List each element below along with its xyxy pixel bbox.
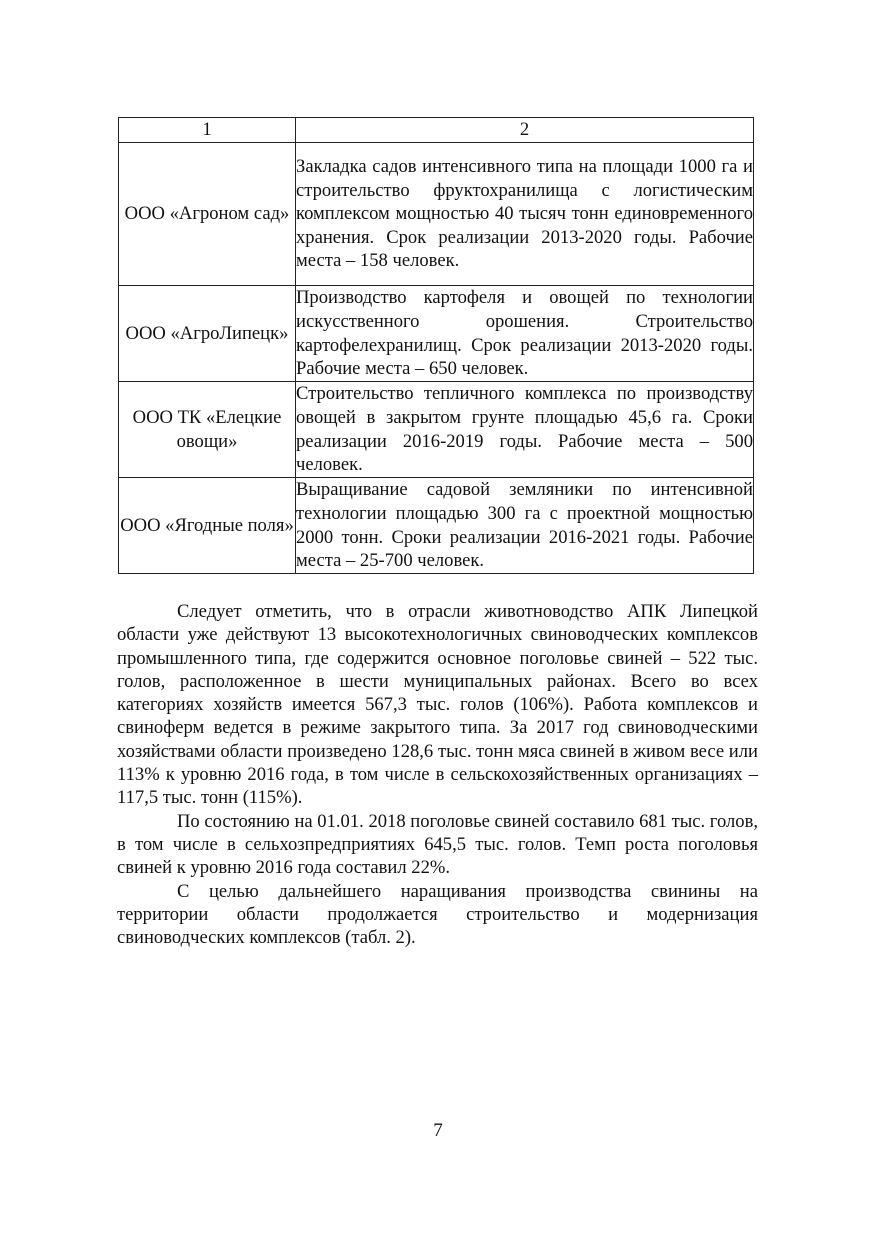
paragraph: С целью дальнейшего наращивания производства свинины на территории области продолжается строительство и модернизация свиноводческих комплексов (табл. 2).	[117, 880, 758, 949]
org-cell: ООО ТК «Елецкие овощи»	[119, 382, 296, 478]
description-cell: Строительство тепличного комплекса по производству овощей в закрытом грунте площадью 45,6 га. Сроки реализации 2016-2019 годы. Рабочие места – 500 человек.	[296, 382, 754, 478]
body-text	[117, 600, 758, 949]
paragraph: По состоянию на 01.01. 2018 поголовье свиней составило 681 тыс. голов, в том числе в сельхозпредприятиях 645,5 тыс. голов. Темп роста поголовья свиней к уровню 2016 года составил 22%.	[117, 810, 759, 879]
table-row	[119, 143, 754, 286]
projects-table	[118, 117, 754, 574]
description-cell: Производство картофеля и овощей по технологии искусственного орошения. Строительство картофелехранилищ. Срок реализации 2013-2020 годы. Рабочие места – 650 человек.	[296, 286, 754, 382]
org-cell: ООО «АгроЛипецк»	[119, 286, 296, 382]
paragraph: Следует отметить, что в отрасли животноводство АПК Липецкой области уже действуют 13 высокотехнологичных свиноводческих комплексов промышленного типа, где содержится основное поголовье свиней – 522 тыс. голов, расположенное в шести муниципальных районах. Всего во всех категориях хозяйств имеется 567,3 тыс. голов (106%). Работа комплексов и свиноферм ведется в режиме закрытого типа. За 2017 год свиноводческими хозяйствами области произведено 128,6 тыс. тонн мяса свиней в живом весе или 113% к уровню 2016 года, в том числе в сельскохозяйственных организациях – 117,5 тыс. тонн (115%).	[117, 601, 758, 809]
org-cell: ООО «Агроном сад»	[119, 143, 296, 286]
org-cell: ООО «Ягодные поля»	[119, 478, 296, 574]
description-cell: Закладка садов интенсивного типа на площади 1000 га и строительство фруктохранилища с логистическим комплексом мощностью 40 тысяч тонн единовременного хранения. Срок реализации 2013-2020 годы. Рабочие места – 158 человек.	[296, 143, 754, 286]
table-row	[119, 286, 754, 382]
table-row	[119, 382, 754, 478]
column-header-2: 2	[296, 118, 754, 143]
table-row	[119, 478, 754, 574]
description-cell: Выращивание садовой земляники по интенсивной технологии площадью 300 га с проектной мощностью 2000 тонн. Сроки реализации 2016-2021 годы. Рабочие места – 25-700 человек.	[296, 478, 754, 574]
page-number: 7	[433, 1120, 443, 1141]
table-header-row	[119, 118, 754, 143]
column-header-1: 1	[119, 118, 296, 143]
